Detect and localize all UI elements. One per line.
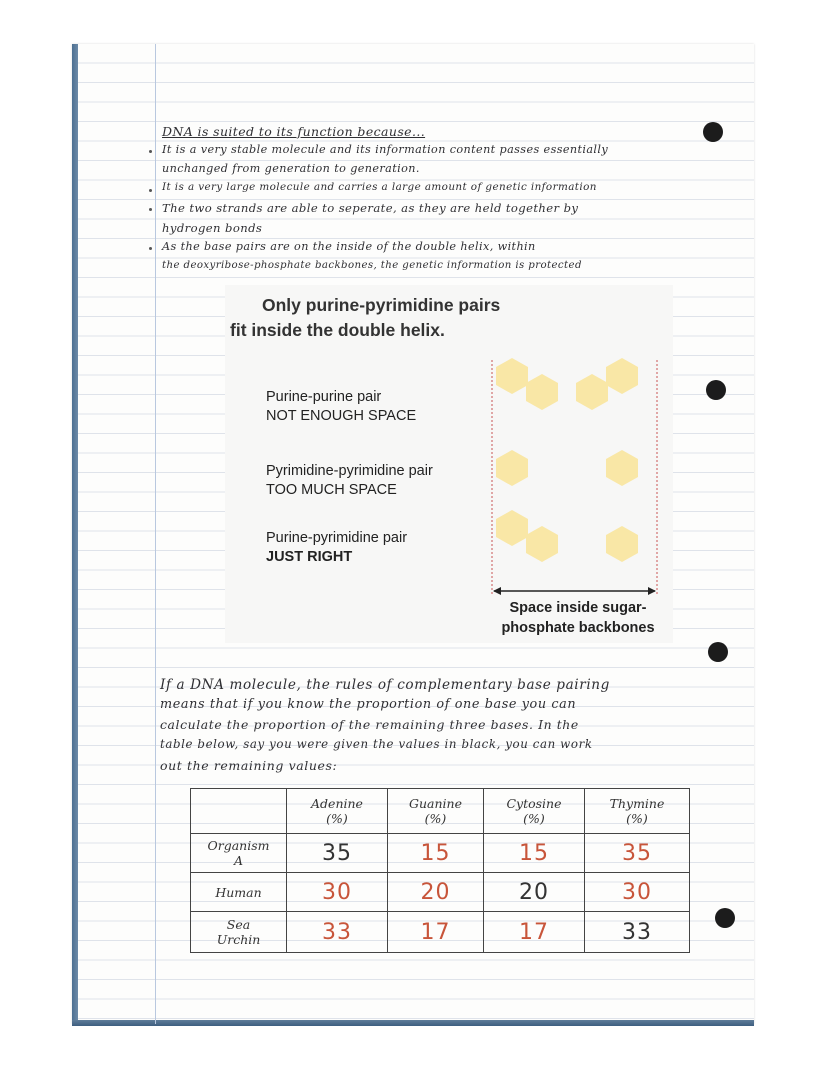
arrow-head-left bbox=[493, 587, 501, 595]
bullet-dot bbox=[149, 247, 152, 250]
row-purine-purine bbox=[266, 388, 416, 426]
arrow-head-right bbox=[648, 587, 656, 595]
column-header-unit: (%) bbox=[326, 811, 348, 826]
helix-diagram bbox=[480, 355, 670, 600]
hexagon bbox=[496, 510, 528, 546]
paragraph-line-1: If a DNA molecule, the rules of complementary base pairing bbox=[160, 677, 610, 693]
bullet-3-line-2: hydrogen bonds bbox=[162, 221, 263, 235]
hexagon bbox=[496, 450, 528, 486]
row-label: Pyrimidine-pyrimidine pair bbox=[266, 463, 433, 479]
row-label: Purine-purine pair bbox=[266, 389, 382, 405]
column-header-name: Thymine bbox=[609, 796, 665, 811]
punch-hole bbox=[715, 908, 735, 928]
row-verdict: NOT ENOUGH SPACE bbox=[266, 408, 417, 424]
bullet-dot bbox=[149, 189, 152, 192]
pyrimidine-pyrimidine-hexagons bbox=[496, 450, 638, 486]
value-cell: 33 bbox=[585, 912, 690, 953]
column-header-name: Adenine bbox=[311, 796, 363, 811]
bullet-1-line-1: It is a very stable molecule and its information content passes essentially bbox=[162, 143, 609, 156]
column-header-unit: (%) bbox=[424, 811, 447, 826]
hexagon bbox=[526, 526, 558, 562]
margin-line bbox=[155, 44, 156, 1024]
caption-line-1: Space inside sugar- bbox=[509, 600, 647, 616]
paragraph-line-3: calculate the proportion of the remaining three bases. In the bbox=[160, 717, 579, 732]
base-percentage-table bbox=[190, 788, 690, 953]
hexagon bbox=[496, 358, 528, 394]
column-header-name: Cytosine bbox=[506, 796, 562, 811]
bullet-dot bbox=[149, 208, 152, 211]
punch-hole bbox=[703, 122, 723, 142]
column-header-adenine bbox=[287, 789, 388, 834]
table-row bbox=[191, 834, 690, 873]
organism-name-line-2: A bbox=[233, 853, 244, 868]
value-cell: 30 bbox=[287, 873, 388, 912]
notes-heading: DNA is suited to its function because... bbox=[162, 124, 426, 139]
page-left-edge bbox=[72, 44, 78, 1024]
bullet-3-line-1: The two strands are able to seperate, as they are held together by bbox=[162, 201, 579, 215]
value-cell: 33 bbox=[287, 912, 388, 953]
punch-hole bbox=[708, 642, 728, 662]
hexagon bbox=[576, 374, 608, 410]
organism-name: Sea bbox=[226, 917, 251, 932]
bullet-dot bbox=[149, 150, 152, 153]
bullet-1-line-2: unchanged from generation to generation. bbox=[162, 162, 420, 175]
paragraph-line-2: means that if you know the proportion of one base you can bbox=[160, 697, 577, 712]
value-cell: 20 bbox=[484, 873, 585, 912]
value-cell: 17 bbox=[388, 912, 484, 953]
table-row bbox=[191, 912, 690, 953]
table-row bbox=[191, 873, 690, 912]
value-cell: 17 bbox=[484, 912, 585, 953]
punch-hole bbox=[706, 380, 726, 400]
column-header-name: Guanine bbox=[409, 796, 462, 811]
hexagon bbox=[606, 450, 638, 486]
table-header-row bbox=[191, 789, 690, 834]
value-cell: 30 bbox=[585, 873, 690, 912]
column-header-thymine bbox=[585, 789, 690, 834]
figure-title-line-2: fit inside the double helix. bbox=[230, 320, 445, 340]
hexagon bbox=[606, 526, 638, 562]
organism-name: Human bbox=[215, 884, 262, 900]
hexagon bbox=[606, 358, 638, 394]
caption-line-2: phosphate backbones bbox=[501, 620, 655, 636]
column-header-unit: (%) bbox=[626, 811, 648, 826]
column-header-cytosine bbox=[484, 789, 585, 834]
bullet-4-line-1: As the base pairs are on the inside of the double helix, within bbox=[162, 240, 536, 253]
organism-name-line-2: Urchin bbox=[216, 932, 261, 947]
value-cell: 15 bbox=[388, 834, 484, 873]
column-header-unit: (%) bbox=[523, 811, 545, 826]
purine-pyrimidine-hexagons bbox=[496, 510, 638, 562]
row-label: Purine-pyrimidine pair bbox=[266, 530, 408, 546]
row-pyrimidine-pyrimidine bbox=[266, 462, 433, 500]
bullet-2-line-1: It is a very large molecule and carries a large amount of genetic information bbox=[162, 181, 597, 193]
organism-cell bbox=[191, 834, 287, 873]
row-verdict: TOO MUCH SPACE bbox=[266, 482, 397, 498]
organism-cell bbox=[191, 912, 287, 953]
page-bottom-edge bbox=[72, 1020, 754, 1026]
organism-cell bbox=[191, 873, 287, 912]
value-cell: 35 bbox=[287, 834, 388, 873]
space-caption bbox=[478, 598, 678, 638]
row-purine-pyrimidine bbox=[266, 529, 407, 567]
value-cell: 15 bbox=[484, 834, 585, 873]
row-verdict: JUST RIGHT bbox=[266, 549, 353, 565]
value-cell: 35 bbox=[585, 834, 690, 873]
table-corner-cell bbox=[191, 789, 287, 834]
figure-title-line-1: Only purine-pyrimidine pairs bbox=[262, 295, 501, 315]
paragraph-line-4: table below, say you were given the values in black, you can work bbox=[160, 737, 593, 751]
organism-name: Organism bbox=[207, 838, 270, 853]
purine-purine-hexagons bbox=[496, 358, 638, 410]
column-header-guanine bbox=[388, 789, 484, 834]
bullet-4-line-2: the deoxyribose-phosphate backbones, the genetic information is protected bbox=[162, 260, 582, 271]
hexagon bbox=[526, 374, 558, 410]
value-cell: 20 bbox=[388, 873, 484, 912]
paragraph-line-5: out the remaining values: bbox=[160, 758, 338, 773]
